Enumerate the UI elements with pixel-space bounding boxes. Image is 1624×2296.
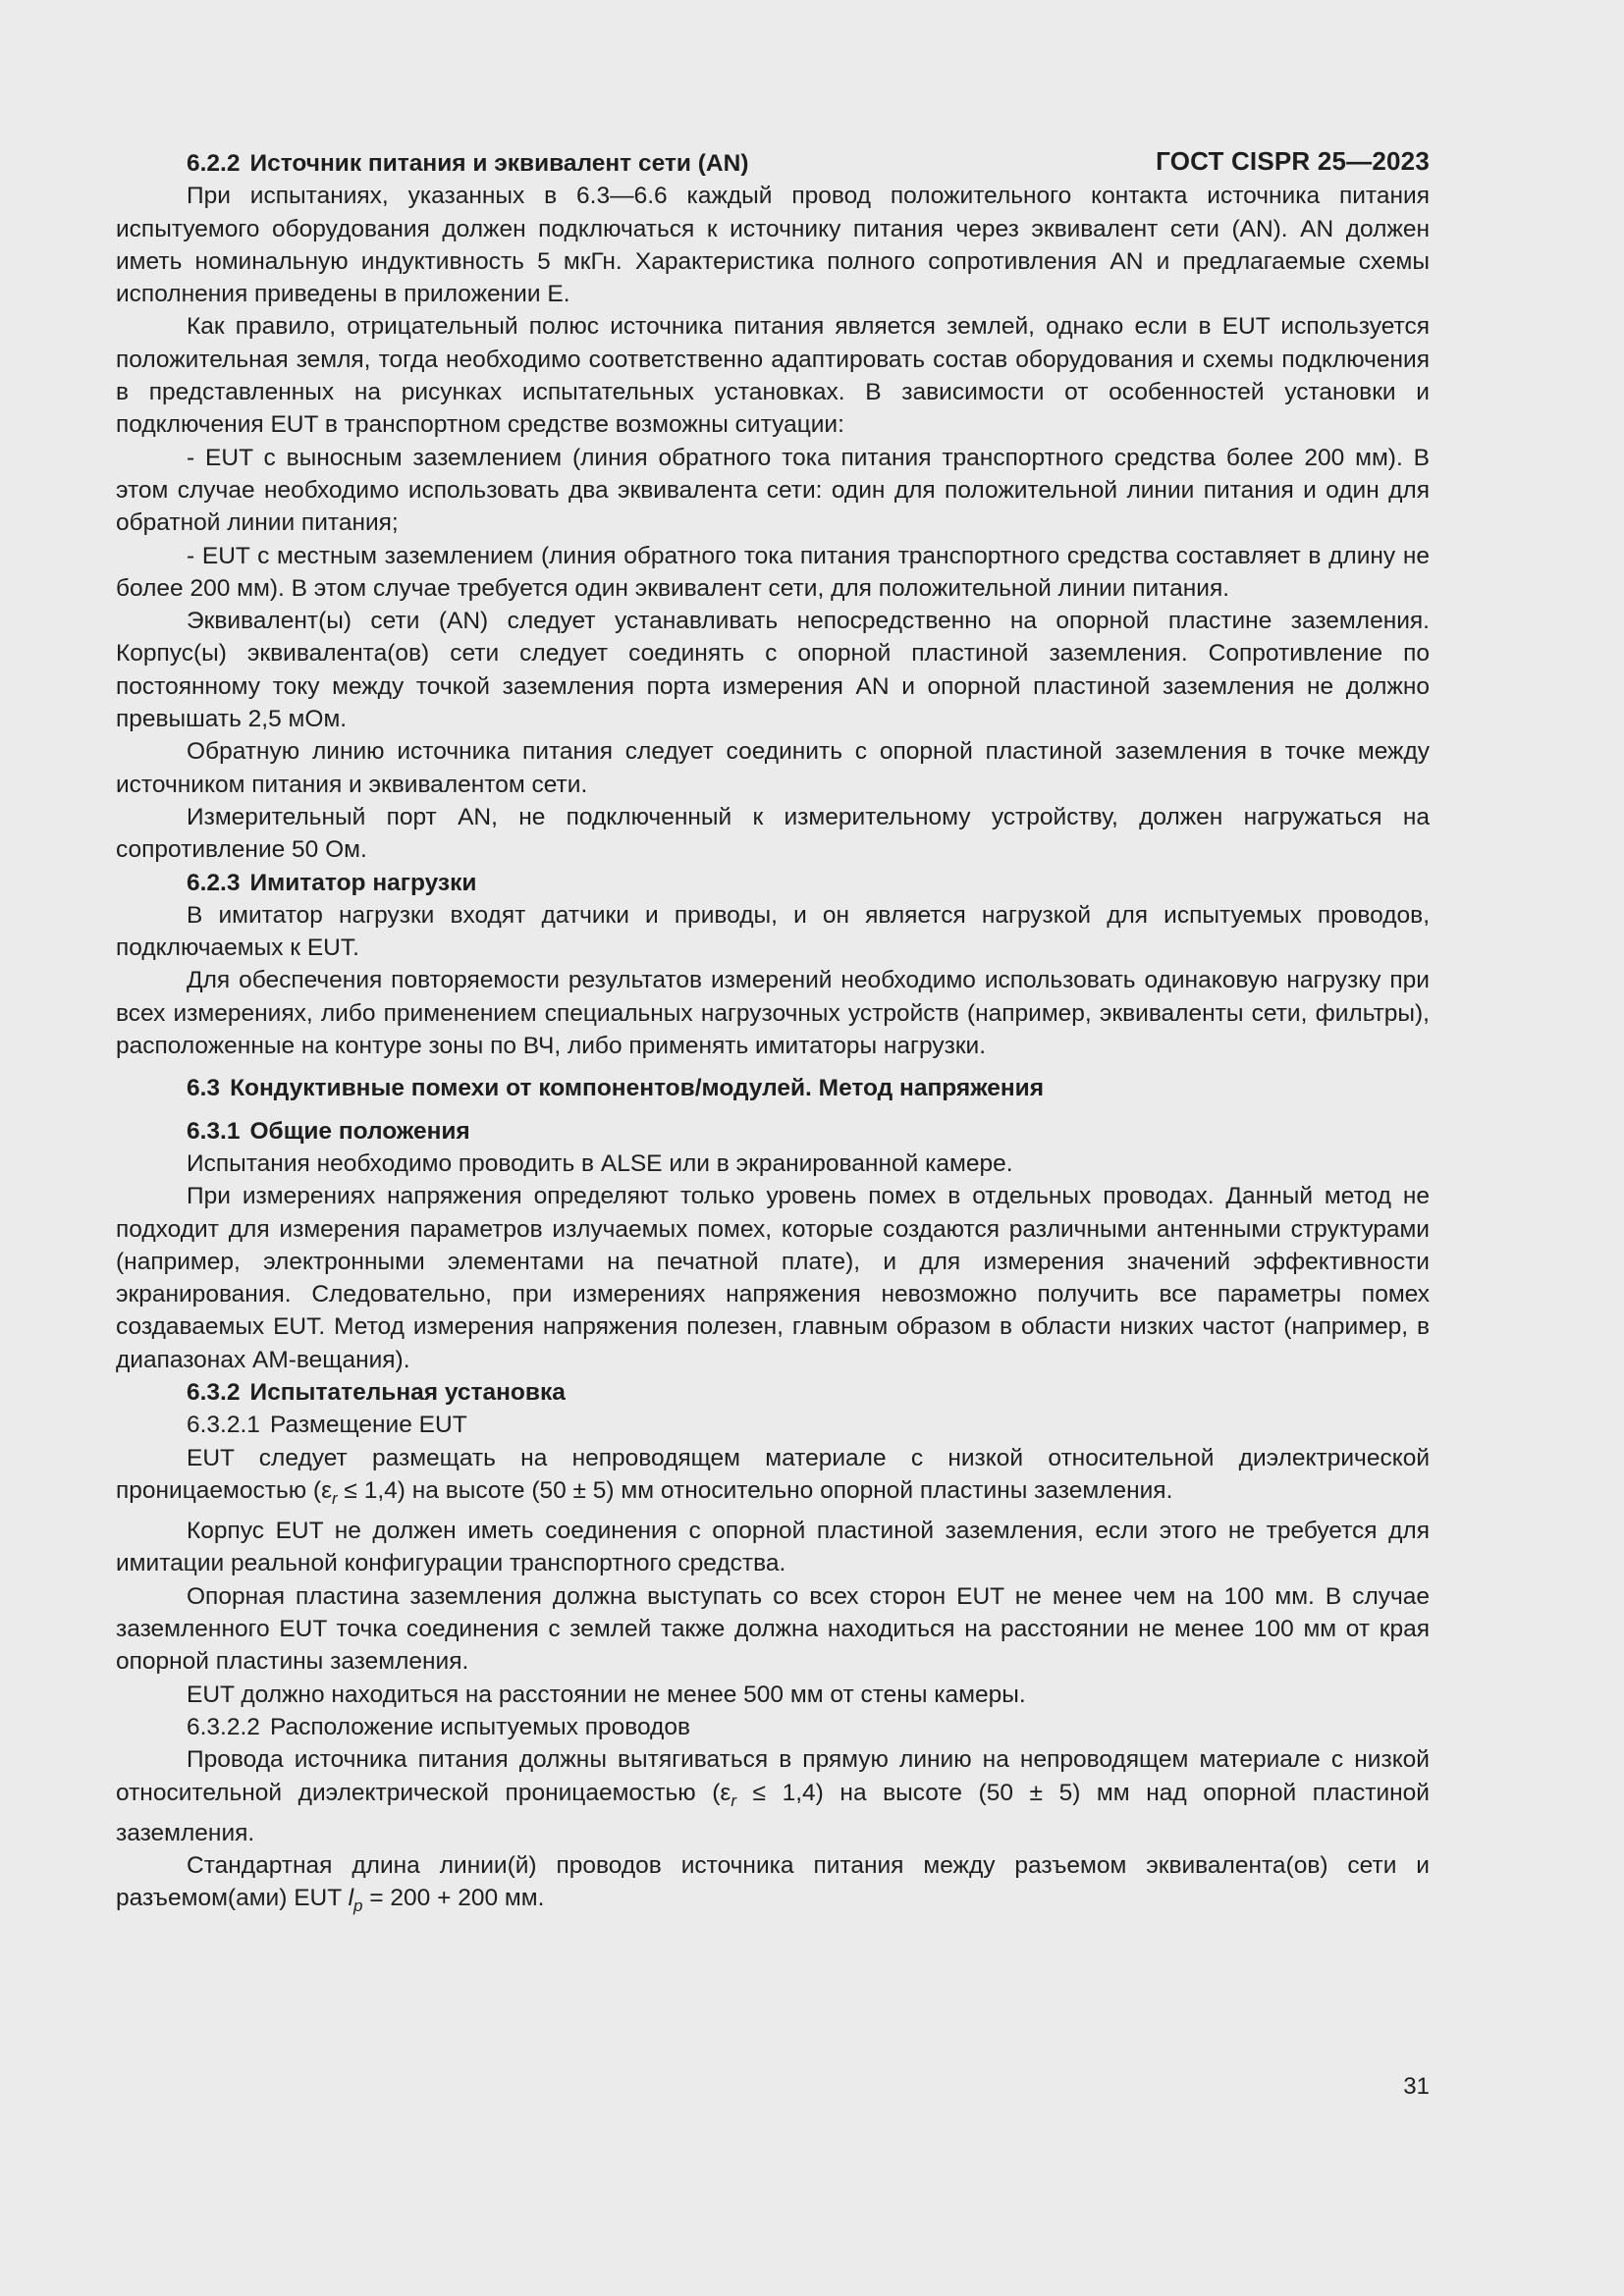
section-title: Испытательная установка <box>249 1378 566 1406</box>
text-run: ≤ 1,4) на высоте (50 ± 5) мм над опорной пластиной заземления. <box>116 1779 1430 1846</box>
paragraph: При измерениях напряжения определяют только уровень помех в отдельных проводах. Данный метод не подходит для измерения параметров излучаемых помех, которые создаются различными антенными структурами (например, электронными элементами на печатной плате), и для измерения значений эффективности экранирования. Следовательно, при измерениях напряжения невозможно получить все параметры помех создаваемых EUT. Метод измерения напряжения полезен, главным образом в области низких частот (например, в диапазонах АМ-вещания). <box>116 1183 1430 1373</box>
paragraph: Обратную линию источника питания следует соединить с опорной пластиной заземления в точке между источником питания и эквивалентом сети. <box>116 738 1430 798</box>
list-item: - EUT с местным заземлением (линия обратного тока питания транспортного средства составляет в длину не более 200 мм). В этом случае требуется один эквивалент сети, для положительной линии питания. <box>116 542 1430 602</box>
paragraph: Для обеспечения повторяемости результатов измерений необходимо использовать одинаковую нагрузку при всех измерениях, либо применением специальных нагрузочных устройств (например, эквиваленты сети, фильтры), расположенные на контуре зоны по ВЧ, либо применять имитаторы нагрузки. <box>116 967 1430 1060</box>
list-item: - EUT с выносным заземлением (линия обратного тока питания транспортного средства более 200 мм). В этом случае необходимо использовать два эквивалента сети: один для положительной линии питания и один для обратной линии питания; <box>116 444 1430 537</box>
section-heading-6-2-3 <box>116 867 1430 899</box>
section-title: Общие положения <box>249 1117 470 1145</box>
section-heading-6-2-2 <box>116 147 1430 180</box>
paragraph: При испытаниях, указанных в 6.3—6.6 каждый провод положительного контакта источника питания испытуемого оборудования должен подключаться к источнику питания через эквивалент сети (AN). AN должен иметь номинальную индуктивность 5 мкГн. Характеристика полного сопротивления AN и предлагаемые схемы исполнения приведены в приложении Е. <box>116 183 1430 308</box>
section-number: 6.3 <box>187 1075 221 1102</box>
section-number: 6.3.1 <box>187 1117 241 1145</box>
paragraph: В имитатор нагрузки входят датчики и приводы, и он является нагрузкой для испытуемых проводов, подключаемых к EUT. <box>116 901 1430 962</box>
document-header: ГОСТ CISPR 25—2023 <box>1156 146 1430 176</box>
text-run: = 200 + 200 мм. <box>362 1885 545 1912</box>
paragraph: Корпус EUT не должен иметь соединения с опорной пластиной заземления, если этого не требуется для имитации реальной конфигурации транспортного средства. <box>116 1518 1430 1577</box>
text-run: Стандартная длина линии(й) проводов источника питания между разъемом эквивалента(ов) сети и разъемом(ами) EUT <box>116 1852 1430 1912</box>
paragraph: EUT должно находиться на расстоянии не менее 500 мм от стены камеры. <box>187 1681 1026 1708</box>
document-body <box>116 147 1430 1923</box>
subsection-heading-6-3-2-1 <box>116 1409 1430 1441</box>
section-title: Размещение EUT <box>269 1412 467 1439</box>
paragraph: Испытания необходимо проводить в ALSE или в экранированной камере. <box>187 1149 1013 1177</box>
paragraph: Как правило, отрицательный полюс источника питания является землей, однако если в EUT используется положительная земля, тогда необходимо соответственно адаптировать состав оборудования и схемы подключения в представленных на рисунках испытательных установках. В зависимости от особенностей установки и подключения EUT в транспортном средстве возможны ситуации: <box>116 313 1430 439</box>
paragraph <box>116 1743 1430 1849</box>
section-title: Кондуктивные помехи от компонентов/модулей. Метод напряжения <box>230 1075 1045 1102</box>
text-run: EUT следует размещать на непроводящем материале с низкой относительной диэлектрической проницаемостью (ε <box>116 1444 1430 1504</box>
page-number: 31 <box>1403 2073 1430 2100</box>
section-heading-6-3-1 <box>116 1115 1430 1148</box>
text-run: Провода источника питания должны вытягиваться в прямую линию на непроводящем материале с низкой относительной диэлектрической проницаемостью (ε <box>116 1746 1430 1806</box>
section-number: 6.2.3 <box>187 869 241 896</box>
section-number: 6.3.2 <box>187 1378 241 1406</box>
section-number: 6.3.2.1 <box>187 1412 260 1439</box>
section-number: 6.3.2.2 <box>187 1713 260 1740</box>
paragraph <box>116 1849 1430 1923</box>
subscript: r <box>332 1488 338 1508</box>
subscript: r <box>731 1790 736 1810</box>
paragraph: Эквивалент(ы) сети (AN) следует устанавливать непосредственно на опорной пластине заземления. Корпус(ы) эквивалента(ов) сети следует соединять с опорной пластиной заземления. Сопротивление по постоянному току между точкой заземления порта измерения AN и опорной пластиной заземления не должно превышать 2,5 мОм. <box>116 608 1430 733</box>
section-heading-6-3 <box>116 1072 1430 1104</box>
variable: l <box>348 1885 354 1912</box>
section-title: Источник питания и эквивалент сети (AN) <box>249 150 749 177</box>
subsection-heading-6-3-2-2 <box>116 1711 1430 1743</box>
section-title: Расположение испытуемых проводов <box>269 1713 690 1740</box>
paragraph: Измерительный порт AN, не подключенный к измерительному устройству, должен нагружаться на сопротивление 50 Ом. <box>116 803 1430 864</box>
subscript: p <box>353 1896 363 1916</box>
section-number: 6.2.2 <box>187 150 241 177</box>
paragraph <box>116 1442 1430 1516</box>
paragraph: Опорная пластина заземления должна выступать со всех сторон EUT не менее чем на 100 мм. В случае заземленного EUT точка соединения с землей также должна находиться на расстоянии не менее 100 мм от края опорной пластины заземления. <box>116 1582 1430 1676</box>
text-run: ≤ 1,4) на высоте (50 ± 5) мм относительно опорной пластины заземления. <box>337 1476 1173 1504</box>
section-title: Имитатор нагрузки <box>249 869 477 896</box>
section-heading-6-3-2 <box>116 1376 1430 1409</box>
